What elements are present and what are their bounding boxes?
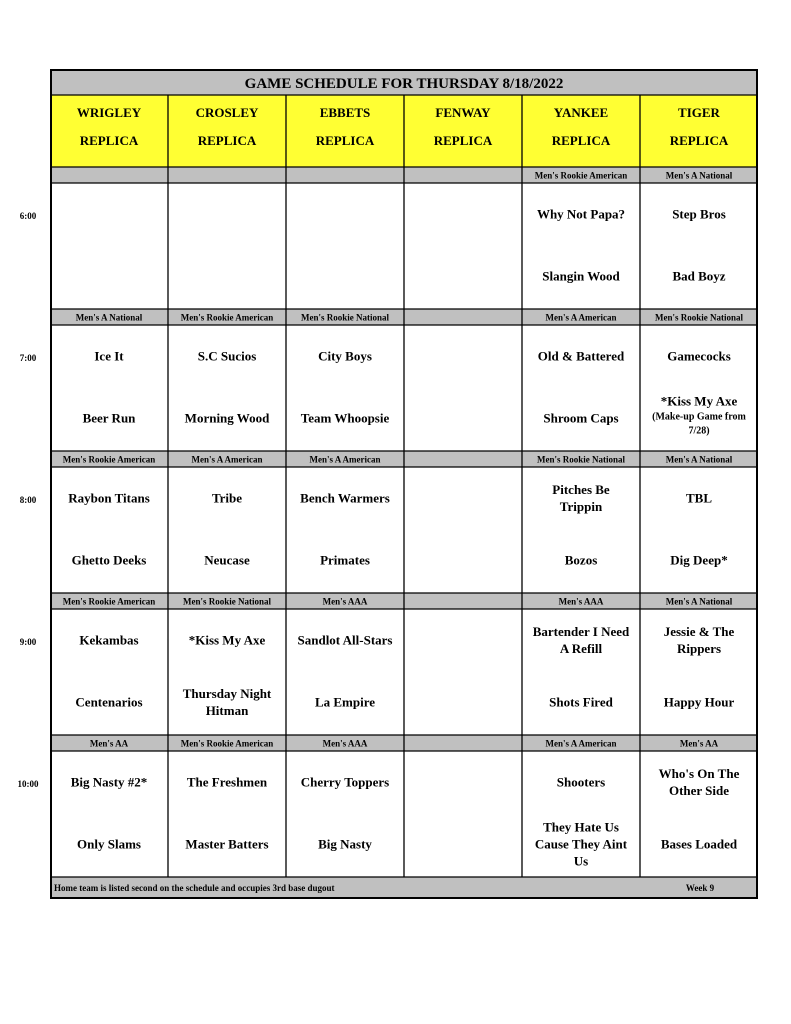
division-label: Men's Rookie American — [534, 170, 628, 181]
game-cell — [533, 624, 630, 710]
game-cell — [300, 491, 390, 568]
game-cell — [301, 349, 390, 426]
away-team: The Freshmen — [186, 774, 268, 790]
away-team: Gamecocks — [667, 348, 731, 364]
game-cell — [652, 349, 746, 437]
home-team: Ghetto Deeks — [71, 552, 147, 568]
away-team: Cherry Toppers — [300, 774, 390, 790]
field-header — [168, 95, 286, 167]
home-team: Primates — [320, 552, 370, 568]
away-team: City Boys — [318, 348, 372, 364]
game-cell — [301, 775, 389, 852]
home-team: Bozos — [564, 552, 598, 568]
game-cell — [204, 491, 250, 568]
home-team: Us — [573, 853, 589, 869]
division-label: Men's Rookie American — [180, 312, 274, 323]
game-cell — [535, 775, 628, 869]
away-team: Step Bros — [672, 206, 726, 222]
field-subtitle: REPLICA — [433, 133, 493, 148]
division-label: Men's Rookie National — [182, 596, 272, 607]
game-cell — [659, 766, 740, 852]
away-team: Trippin — [559, 499, 603, 515]
home-team: Centenarios — [75, 694, 143, 710]
game-cell — [75, 633, 142, 710]
game-cell — [185, 349, 270, 426]
home-team: Bad Boyz — [672, 268, 726, 284]
division-label: Men's Rookie National — [536, 454, 626, 465]
away-team: Big Nasty #2* — [70, 774, 148, 790]
home-team: Beer Run — [82, 410, 136, 426]
division-label: Men's A National — [75, 312, 143, 323]
game-cell — [538, 349, 625, 426]
away-team: Jessie & The — [663, 624, 735, 640]
field-name: TIGER — [678, 105, 720, 120]
away-team: Tribe — [211, 490, 243, 506]
field-name: EBBETS — [319, 105, 371, 120]
division-label: Men's A National — [665, 454, 733, 465]
week-label: Week 9 — [685, 883, 715, 893]
field-subtitle: REPLICA — [79, 133, 139, 148]
game-note: 7/28) — [688, 425, 710, 437]
field-subtitle: REPLICA — [315, 133, 375, 148]
field-subtitle: REPLICA — [197, 133, 257, 148]
division-label: Men's AAA — [322, 738, 368, 749]
away-team: Bartender I Need — [532, 624, 630, 640]
game-schedule-table — [50, 69, 758, 903]
home-team: Thursday Night — [182, 686, 272, 702]
away-team: Kekambas — [79, 632, 139, 648]
away-team: Sandlot All-Stars — [297, 632, 393, 648]
division-label: Men's AAA — [558, 596, 604, 607]
grid-lines — [50, 70, 758, 898]
away-team: Ice It — [94, 348, 124, 364]
division-label: Men's Rookie National — [300, 312, 390, 323]
away-team: Who's On The — [658, 766, 740, 782]
home-team: Hitman — [205, 703, 249, 719]
home-team: Team Whoopsie — [300, 410, 390, 426]
division-label: Men's Rookie American — [180, 738, 274, 749]
time-label: 7:00 — [19, 353, 37, 363]
time-label: 9:00 — [19, 637, 37, 647]
division-label: Men's Rookie American — [62, 596, 156, 607]
field-subtitle: REPLICA — [551, 133, 611, 148]
away-team: *Kiss My Axe — [188, 632, 266, 648]
game-cell — [71, 775, 148, 852]
field-name: FENWAY — [435, 105, 491, 120]
home-team: *Kiss My Axe — [660, 393, 738, 409]
division-label: Men's Rookie American — [62, 454, 156, 465]
game-cell — [672, 207, 726, 284]
game-cell — [537, 207, 625, 284]
home-team: Happy Hour — [663, 694, 735, 710]
away-team: Pitches Be — [552, 482, 610, 498]
division-label: Men's AA — [679, 738, 719, 749]
footer-note: Home team is listed second on the schedule and occupies 3rd base dugout — [54, 883, 335, 893]
field-name: YANKEE — [553, 105, 609, 120]
time-label: 8:00 — [19, 495, 37, 505]
home-team: Dig Deep* — [670, 552, 728, 568]
away-team: TBL — [685, 490, 713, 506]
away-team: S.C Sucios — [197, 348, 257, 364]
field-name: WRIGLEY — [76, 105, 142, 120]
time-label: 10:00 — [17, 779, 39, 789]
game-cell — [183, 633, 272, 719]
home-team: Shroom Caps — [543, 410, 619, 426]
division-label: Men's Rookie National — [654, 312, 744, 323]
home-team: Shots Fired — [549, 694, 613, 710]
field-subtitle: REPLICA — [669, 133, 729, 148]
division-label: Men's A American — [545, 738, 617, 749]
home-team: La Empire — [314, 694, 376, 710]
division-label: Men's A American — [191, 454, 263, 465]
away-team: Other Side — [668, 783, 730, 799]
field-name: CROSLEY — [195, 105, 259, 120]
away-team: Old & Battered — [537, 348, 625, 364]
away-team: Shooters — [556, 774, 606, 790]
away-team: A Refill — [559, 641, 603, 657]
home-team: Slangin Wood — [542, 268, 620, 284]
game-cell — [552, 482, 610, 568]
away-team: Bench Warmers — [300, 490, 390, 506]
home-team: Neucase — [204, 552, 250, 568]
game-cell — [185, 775, 268, 852]
division-label: Men's A National — [665, 170, 733, 181]
page-title: GAME SCHEDULE FOR THURSDAY 8/18/2022 — [244, 76, 564, 92]
home-team: Bases Loaded — [660, 836, 738, 852]
field-header — [286, 95, 404, 167]
home-team: Master Batters — [185, 836, 269, 852]
field-header — [640, 95, 758, 167]
division-label: Men's A National — [665, 596, 733, 607]
time-label: 6:00 — [19, 211, 37, 221]
division-label: Men's A American — [545, 312, 617, 323]
home-team: Cause They Aint — [534, 836, 628, 852]
game-cell — [68, 491, 150, 568]
away-team: Raybon Titans — [68, 490, 150, 506]
home-team: Big Nasty — [318, 836, 372, 852]
division-label: Men's A American — [309, 454, 381, 465]
game-cell — [298, 633, 393, 710]
game-cell — [83, 349, 137, 426]
away-team: Rippers — [676, 641, 722, 657]
game-cell — [670, 491, 727, 568]
away-team: Why Not Papa? — [536, 206, 626, 222]
division-label: Men's AAA — [322, 596, 368, 607]
field-header — [50, 95, 168, 167]
game-note: (Make-up Game from — [652, 411, 746, 423]
home-team: Morning Wood — [184, 410, 270, 426]
division-label: Men's AA — [89, 738, 129, 749]
game-cell — [664, 624, 735, 710]
home-team: They Hate Us — [543, 819, 619, 835]
field-header — [522, 95, 640, 167]
field-header — [404, 95, 522, 167]
home-team: Only Slams — [77, 836, 141, 852]
